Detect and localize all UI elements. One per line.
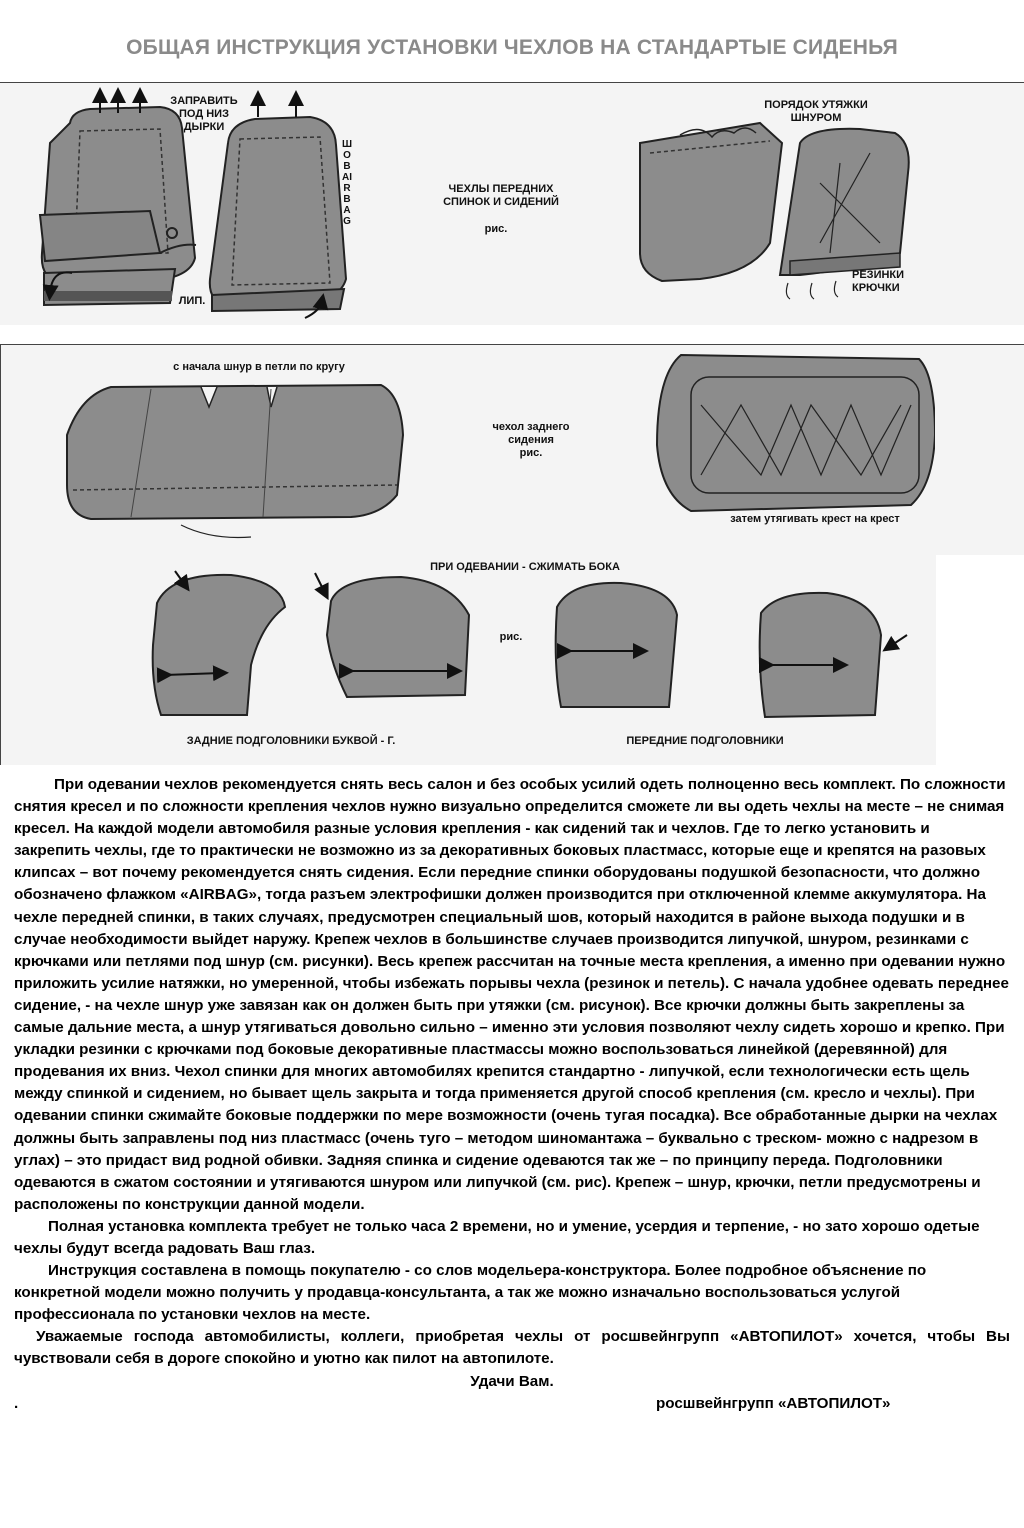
caption-rear-seat: чехол заднего сидения рис. [492,421,570,459]
closing-wish: Удачи Вам. [470,1372,554,1390]
paragraph-greeting: Уважаемые господа автомобилисты, коллеги, приобретая чехлы от росшвейнгрупп «АВТОПИЛОТ» хочется, чтобы Вы чувствовали себя в дороге спокойно и уютно как пилот на автопилоте. [14,1328,1010,1368]
label-velcro: ЛИП. [178,295,206,307]
label-cord-loops: с начала шнур в петли по кругу [173,361,345,373]
caption-front-seats: ЧЕХЛЫ ПЕРЕДНИХ СПИНОК И СИДЕНИЙ [443,183,559,208]
rear-seat-figure-extension [935,344,1024,555]
label-airbag-seam: ШОВ AIRBAG [342,139,353,227]
fig-ref-top: рис. [484,223,508,235]
rear-seat-illustration [1,345,936,765]
label-elastic-hooks: РЕЗИНКИ КРЮЧКИ [852,269,905,294]
label-tuck-holes: ЗАПРАВИТЬ ПОД НИЗ ДЫРКИ [170,95,238,133]
paragraph-time: Полная установка комплекта требует не только часа 2 времени, но и умение, усердия и терпение, - но зато хорошо одетые чехлы будут всегда радовать Ваш глаз. [14,1217,980,1257]
signature: росшвейнгрупп «АВТОПИЛОТ» [656,1394,891,1412]
label-lacing-order: ПОРЯДОК УТЯЖКИ ШНУРОМ [764,99,868,124]
paragraph-consult: Инструкция составлена в помощь покупателю - со слов модельера-конструктора. Более подробное объяснение по конкретной модели можно получить у продавца-консультанта, а так же можно изначально воспользоваться услугой профессионала по установки чехлов на месте. [14,1262,927,1324]
fig-ref-bottom: рис. [499,631,523,643]
page-title: ОБЩАЯ ИНСТРУКЦИЯ УСТАНОВКИ ЧЕХЛОВ НА СТАНДАРТЫЕ СИДЕНЬЯ [126,36,898,59]
label-rear-headrests: ЗАДНИЕ ПОДГОЛОВНИКИ БУКВОЙ - Г. [186,735,396,747]
label-squeeze-sides: ПРИ ОДЕВАНИИ - СЖИМАТЬ БОКА [430,561,620,573]
rear-seat-headrest-figure [0,344,936,765]
signature-row [14,1393,1010,1415]
instructions-text [14,774,1010,1415]
front-seat-figure [0,82,1024,325]
paragraph-main: При одевании чехлов рекомендуется снять весь салон и без особых усилий одеть полноценно весь комплект. По сложности снятия кресел и по сложности крепления чехлов нужно визуально определится сможете ли вы одеть чехлы на месте – не снимая кресел. На каждой модели автомобиля разные условия крепления - как сидений так и чехлов. Где то легко установить и закрепить чехлы, где то практически не возможно из за декоративных боковых пластмасс, которые еще и крепятся на разовых клипсах – вот почему рекомендуется снять сидения. Если передние спинки оборудованы подушкой безопасности, что должно обозначено флажком «AIRBAG», тогда разъем электрофишки должен производится при отключенной клемме аккумулятора. На чехле передней спинки, в таких случаях, предусмотрен специальный шов, который находится в районе выхода подушки и в случае необходимости выйдет наружу. Крепеж чехлов в большинстве случаев производится липучкой, шнуром, резинками с крючками или петлями под шнур (см. рисунки). Весь крепеж рассчитан на точные места крепления, а именно при одевании нужно приложить усилие натяжки, но умеренной, чтобы избежать порывы чехла (резинок и петель). С начала удобнее одевать переднее сидение, - на чехле шнур уже завязан как он должен быть при утяжки (см. рисунок). Все крючки должны быть закреплены за самые дальние места, а шнур утягиваться довольно сильно – именно эти условия позволяют чехлу сидеть хорошо и крепко. При укладки резинки с крючками под боковые декоративные пластмассы можно воспользоваться линейкой (деревянной) для продевания их вниз. Чехол спинки для многих автомобилях крепится стандартно - липучкой, если технологически есть щель между спинкой и сидением, но бывает щель закрыта и тогда применяется другой способ крепления (см. кресло и чехлы). При одевании спинки сжимайте боковые поддержки по мере возможности (очень тугая посадка). Все обработанные дырки на чехлах должны быть заправлены под низ пластмасс (очень туго – методом шиномантажа – буквально с треском- можно с надрезом в углах) – это придаст вид родной обивки. Задняя спинка и сидение одеваются так же – по принципу переда. Подголовники одеваются в сжатом состоянии и утягиваются шнуром или липучкой (см. рис). Крепеж – шнур, крючки, петли предусмотрены и расположены по конструкции данной модели. [14,776,1009,1213]
signature-dot: . [14,1394,19,1412]
label-cross-lacing: затем утягивать крест на крест [730,513,900,525]
label-front-headrests: ПЕРЕДНИЕ ПОДГОЛОВНИКИ [626,735,784,747]
